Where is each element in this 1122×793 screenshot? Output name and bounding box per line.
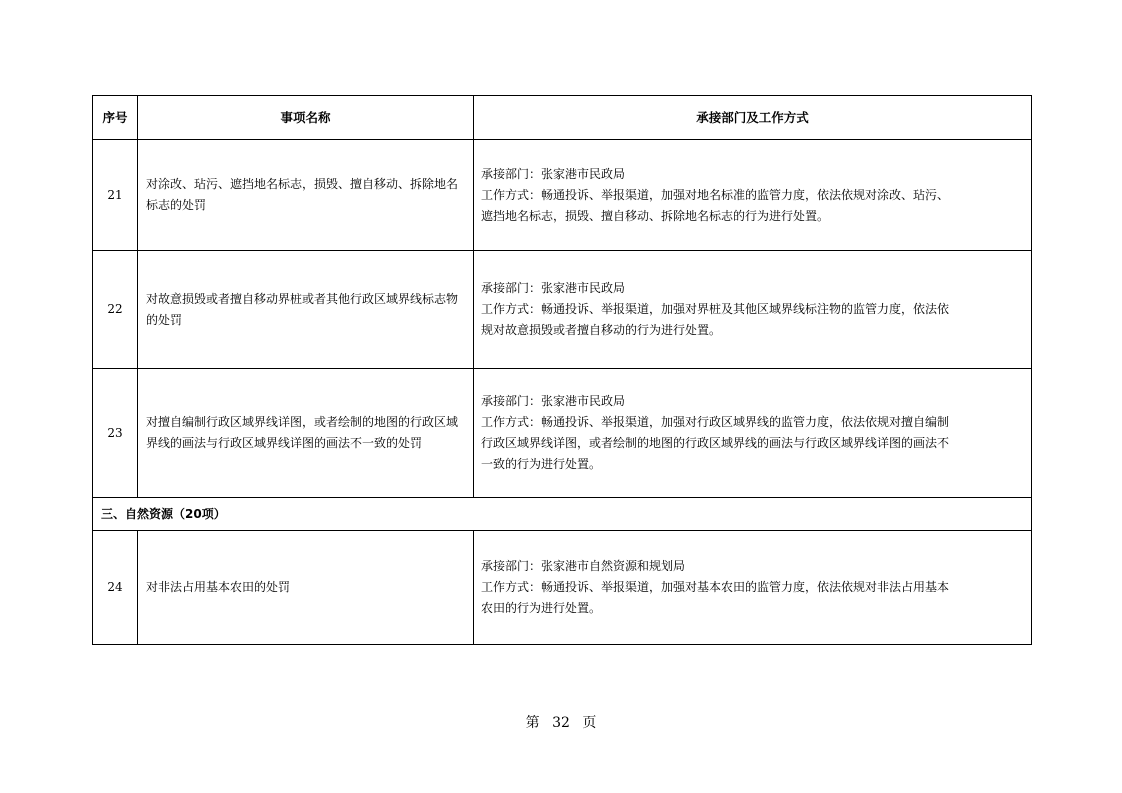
dept-method-cell bbox=[474, 251, 1032, 369]
item-name: 对故意损毁或者擅自移动界桩或者其他行政区域界线标志物的处罚 bbox=[138, 251, 474, 369]
table-row bbox=[93, 251, 1032, 369]
page-footer bbox=[0, 712, 1122, 732]
item-name: 对涂改、玷污、遮挡地名标志，损毁、擅自移动、拆除地名标志的处罚 bbox=[138, 140, 474, 251]
dept-method-cell bbox=[474, 369, 1032, 498]
dept-line: 承接部门：张家港市自然资源和规划局 bbox=[481, 559, 686, 573]
serial-no: 23 bbox=[93, 369, 138, 498]
method-line: 遮挡地名标志，损毁、擅自移动、拆除地名标志的行为进行处置。 bbox=[481, 208, 830, 223]
header-serial-no: 序号 bbox=[93, 96, 138, 140]
table-row bbox=[93, 531, 1032, 645]
page-suffix: 页 bbox=[582, 715, 597, 731]
method-line: 农田的行为进行处置。 bbox=[481, 601, 602, 615]
page-prefix: 第 bbox=[525, 715, 540, 731]
section-title: 三、自然资源（20项） bbox=[93, 498, 1032, 531]
method-line: 工作方式：畅通投诉、举报渠道，加强对地名标准的监管力度，依法依规对涂改、玷污、 bbox=[481, 187, 950, 202]
method-line: 行政区域界线详图，或者绘制的地图的行政区域界线的画法与行政区域界线详图的画法不 bbox=[481, 436, 950, 450]
dept-method-cell bbox=[474, 140, 1032, 251]
item-name: 对擅自编制行政区域界线详图，或者绘制的地图的行政区域界线的画法与行政区域界线详图的画法不一致的处罚 bbox=[138, 369, 474, 498]
method-line: 一致的行为进行处置。 bbox=[481, 457, 602, 471]
method-line: 规对故意损毁或者擅自移动的行为进行处置。 bbox=[481, 323, 722, 337]
method-line: 工作方式：畅通投诉、举报渠道，加强对行政区域界线的监管力度，依法依规对擅自编制 bbox=[481, 415, 950, 429]
item-name: 对非法占用基本农田的处罚 bbox=[138, 531, 474, 645]
method-line: 工作方式：畅通投诉、举报渠道，加强对基本农田的监管力度，依法依规对非法占用基本 bbox=[481, 580, 950, 594]
dept-line: 承接部门：张家港市民政局 bbox=[481, 166, 626, 181]
section-header-row bbox=[93, 498, 1032, 531]
table-row bbox=[93, 140, 1032, 251]
table-header-row bbox=[93, 96, 1032, 140]
serial-no: 24 bbox=[93, 531, 138, 645]
dept-line: 承接部门：张家港市民政局 bbox=[481, 394, 626, 408]
page-number: 32 bbox=[552, 715, 570, 731]
serial-no: 22 bbox=[93, 251, 138, 369]
items-table bbox=[92, 95, 1032, 645]
method-line: 工作方式：畅通投诉、举报渠道，加强对界桩及其他区域界线标注物的监管力度，依法依 bbox=[481, 302, 950, 316]
dept-line: 承接部门：张家港市民政局 bbox=[481, 281, 626, 295]
serial-no: 21 bbox=[93, 140, 138, 251]
header-dept-method: 承接部门及工作方式 bbox=[474, 96, 1032, 140]
table-row bbox=[93, 369, 1032, 498]
header-item-name: 事项名称 bbox=[138, 96, 474, 140]
dept-method-cell bbox=[474, 531, 1032, 645]
